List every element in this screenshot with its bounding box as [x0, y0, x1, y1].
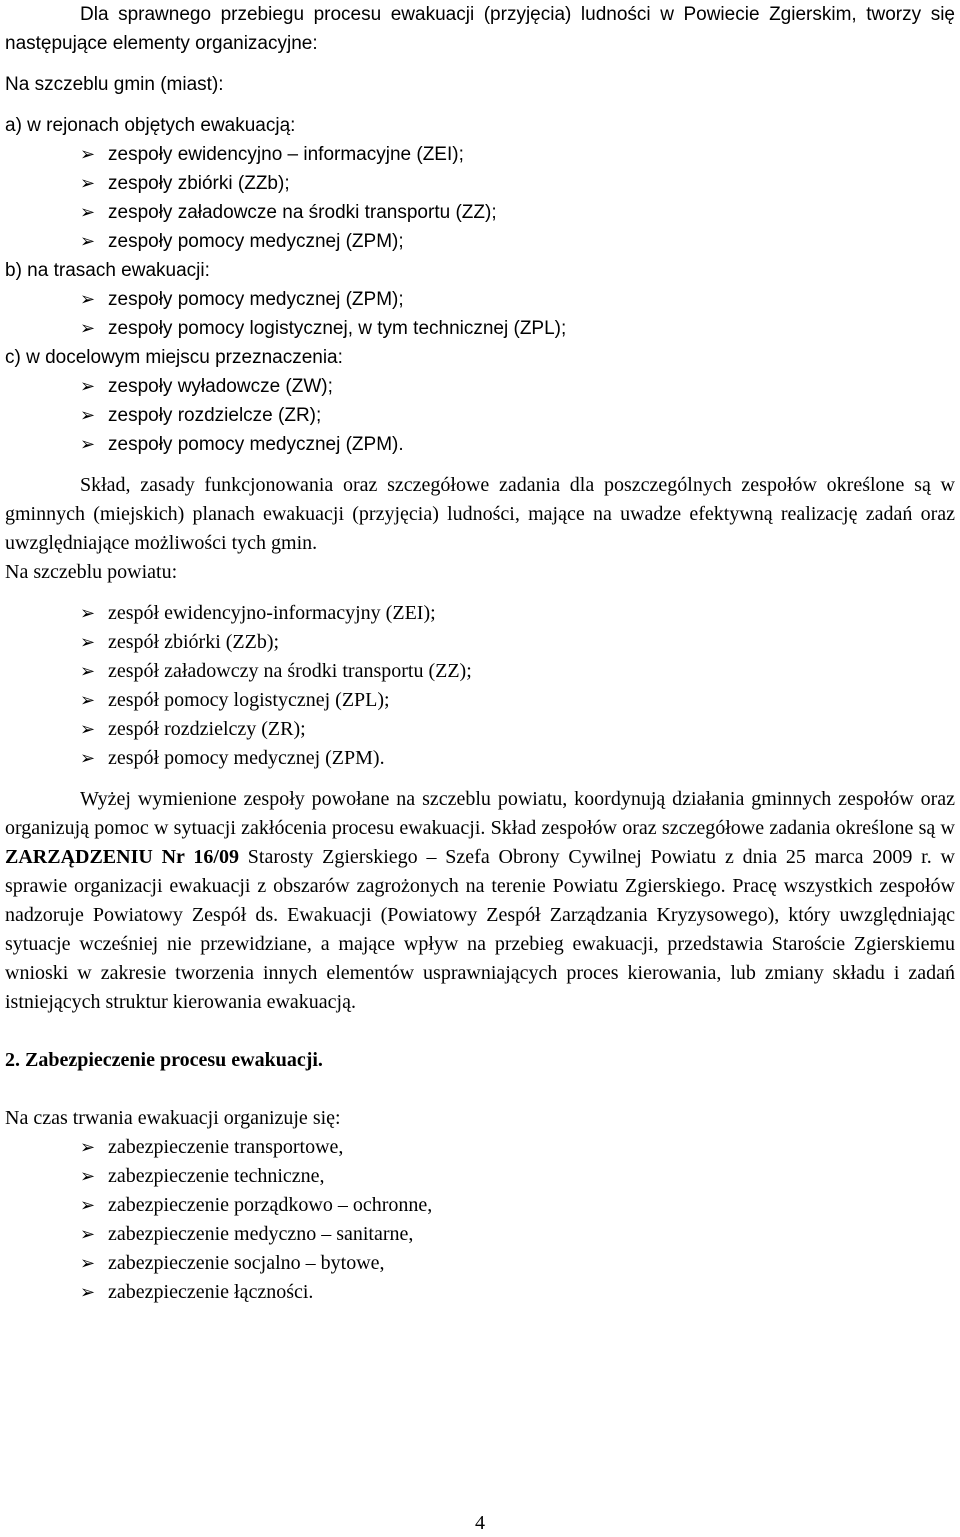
powiat-paragraph-part-2: Starosty Zgierskiego – Szefa Obrony Cywilnej Powiatu z dnia 25 marca 2009 r. w sprawie organizacji ewakuacji z obszarów zagrożonych na terenie Powiatu Zgierskiego. Pracę wszystkich zespołów nadzoruje Powiatowy Zespół ds. Ewakuacji (Powiatowy Zespół Zarządzania Kryzysowego), który uwzględniając sytuacje wcześniej nie przewidziane, a mające wpływ na przebieg ewakuacji, przedstawia Staroście Zgierskiemu wnioski w zakresie tworzenia innych elementów usprawniających proces kierowania, lub zmiany składu i zadań istniejących struktur kierowania ewakuacją.: [5, 846, 955, 1013]
arrowhead-bullet-icon: ➢: [80, 405, 96, 426]
group-c-label: c) w docelowym miejscu przeznaczenia:: [5, 347, 343, 368]
powiat-paragraph-block: [5, 785, 955, 1017]
group-a-label: a) w rejonach objętych ewakuacją:: [5, 115, 296, 136]
arrowhead-bullet-icon: ➢: [80, 202, 96, 223]
list-item: ➢ zespoły zbiórki (ZZb);: [80, 169, 955, 198]
list-item: ➢ zespoły pomocy medycznej (ZPM);: [80, 227, 955, 256]
powiat-heading: Na szczeblu powiatu:: [5, 561, 178, 583]
arrowhead-bullet-icon: ➢: [80, 376, 96, 397]
spacer: [5, 1075, 955, 1104]
powiat-paragraph: [5, 785, 955, 1017]
gmina-section: [5, 70, 955, 459]
list-item: ➢ zespoły rozdzielcze (ZR);: [80, 401, 955, 430]
arrowhead-bullet-icon: ➢: [80, 690, 96, 711]
arrowhead-bullet-icon: ➢: [80, 661, 96, 682]
list-item: ➢ zabezpieczenie transportowe,: [80, 1133, 955, 1162]
list-item: ➢ zespół rozdzielczy (ZR);: [80, 715, 955, 744]
arrowhead-bullet-icon: ➢: [80, 632, 96, 653]
arrowhead-bullet-icon: ➢: [80, 289, 96, 310]
powiat-list: [5, 599, 955, 773]
group-a-list: [5, 140, 955, 256]
arrowhead-bullet-icon: ➢: [80, 1195, 96, 1216]
spacer: [5, 587, 955, 599]
arrowhead-bullet-icon: ➢: [80, 173, 96, 194]
arrowhead-bullet-icon: ➢: [80, 434, 96, 455]
arrowhead-bullet-icon: ➢: [80, 1253, 96, 1274]
group-b-list: [5, 285, 955, 343]
spacer: [5, 773, 955, 785]
powiat-paragraph-part-1: Wyżej wymienione zespoły powołane na szczeblu powiatu, koordynują działania gminnych zespołów oraz organizują pomoc w sytuacji zakłócenia procesu ewakuacji. Skład zespołów oraz szczegółowe zadania określone są w: [5, 788, 955, 839]
list-item: ➢ zespół ewidencyjno-informacyjny (ZEI);: [80, 599, 955, 628]
list-item: ➢ zabezpieczenie łączności.: [80, 1278, 955, 1307]
list-item: ➢ zespoły załadowcze na środki transportu (ZZ);: [80, 198, 955, 227]
spacer: [5, 58, 955, 70]
page-number: 4: [475, 1512, 485, 1534]
list-item: ➢ zespół zbiórki (ZZb);: [80, 628, 955, 657]
arrowhead-bullet-icon: ➢: [80, 719, 96, 740]
arrowhead-bullet-icon: ➢: [80, 748, 96, 769]
list-item: ➢ zespoły pomocy logistycznej, w tym technicznej (ZPL);: [80, 314, 955, 343]
arrowhead-bullet-icon: ➢: [80, 1282, 96, 1303]
gmina-paragraph: Skład, zasady funkcjonowania oraz szczegółowe zadania dla poszczególnych zespołów określone są w gminnych (miejskich) planach ewakuacji (przyjęcia) ludności, mające na uwadze efektywną realizację zadań oraz uwzględniające możliwości tych gmin.: [5, 474, 955, 554]
section-2-heading: 2. Zabezpieczenie procesu ewakuacji.: [5, 1049, 323, 1071]
section-2-list: [5, 1133, 955, 1307]
arrowhead-bullet-icon: ➢: [80, 231, 96, 252]
list-item: ➢ zespoły pomocy medycznej (ZPM);: [80, 285, 955, 314]
group-b-label: b) na trasach ewakuacji:: [5, 260, 210, 281]
arrowhead-bullet-icon: ➢: [80, 144, 96, 165]
group-c-list: [5, 372, 955, 459]
list-item: ➢ zespoły pomocy medycznej (ZPM).: [80, 430, 955, 459]
list-item: ➢ zespół załadowczy na środki transportu (ZZ);: [80, 657, 955, 686]
list-item: ➢ zespoły ewidencyjno – informacyjne (ZEI);: [80, 140, 955, 169]
spacer: [5, 1017, 955, 1046]
arrowhead-bullet-icon: ➢: [80, 1166, 96, 1187]
section-2-intro: Na czas trwania ewakuacji organizuje się:: [5, 1107, 341, 1129]
gmina-heading: Na szczeblu gmin (miast):: [5, 74, 224, 95]
list-item: ➢ zabezpieczenie techniczne,: [80, 1162, 955, 1191]
intro-block: [5, 0, 955, 58]
arrowhead-bullet-icon: ➢: [80, 1137, 96, 1158]
list-item: ➢ zabezpieczenie porządkowo – ochronne,: [80, 1191, 955, 1220]
spacer: [5, 99, 955, 111]
list-item: ➢ zespół pomocy medycznej (ZPM).: [80, 744, 955, 773]
intro-paragraph: Dla sprawnego przebiegu procesu ewakuacji (przyjęcia) ludności w Powiecie Zgierskim, tworzy się następujące elementy organizacyjne:: [5, 4, 955, 54]
list-item: ➢ zabezpieczenie medyczno – sanitarne,: [80, 1220, 955, 1249]
arrowhead-bullet-icon: ➢: [80, 1224, 96, 1245]
spacer: [5, 459, 955, 471]
list-item: ➢ zespoły wyładowcze (ZW);: [80, 372, 955, 401]
list-item: ➢ zespół pomocy logistycznej (ZPL);: [80, 686, 955, 715]
arrowhead-bullet-icon: ➢: [80, 318, 96, 339]
regulation-reference: ZARZĄDZENIU Nr 16/09: [5, 846, 239, 868]
list-item: ➢ zabezpieczenie socjalno – bytowe,: [80, 1249, 955, 1278]
arrowhead-bullet-icon: ➢: [80, 603, 96, 624]
gmina-paragraph-block: [5, 471, 955, 558]
